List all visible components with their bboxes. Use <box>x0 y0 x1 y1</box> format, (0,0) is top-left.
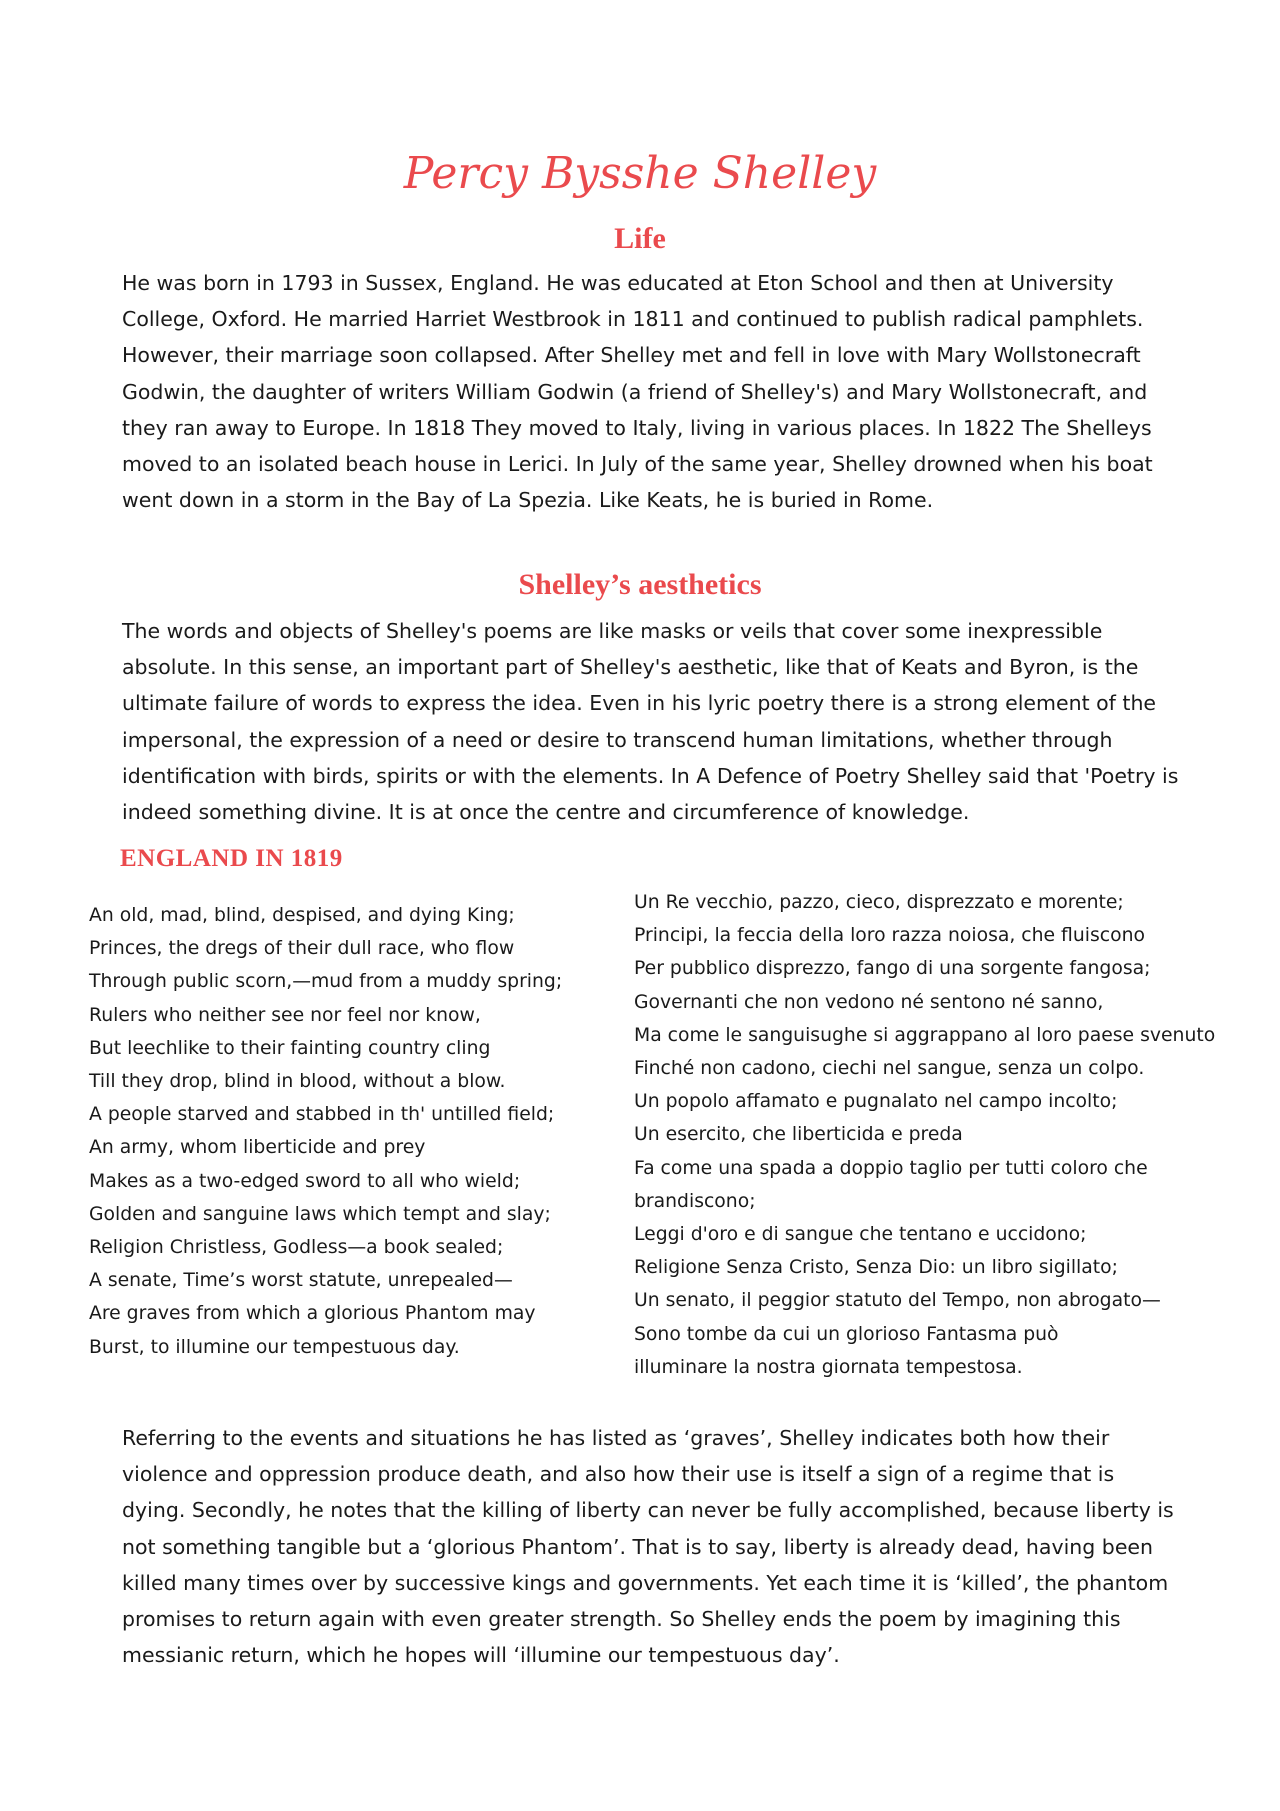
poem-line: A senate, Time’s worst statute, unrepealed— <box>89 1270 513 1292</box>
translation-line: Ma come le sanguisughe si aggrappano al loro paese svenuto <box>634 1024 1216 1046</box>
poem-line: An old, mad, blind, despised, and dying King; <box>89 905 515 926</box>
translation-line: Sono tombe da cui un glorioso Fantasma può <box>634 1323 1059 1345</box>
poem-line: Are graves from which a glorious Phantom may <box>89 1303 536 1325</box>
aesthetics-paragraph: The words and objects of Shelley's poems are like masks or veils that cover some inexpressible absolute. In this sense, an important part of Shelley's aesthetic, like that of Keats and Byron, is the ultimate failure of words to express the idea. Even in his lyric poetry there is a strong element of the impersonal, the expression of a need or desire to transcend human limitations, whether through identification with birds, spirits or with the elements. In A Defence of Poetry Shelley said that 'Poetry is indeed something divine. It is at once the centre and circumference of knowledge. <box>122 619 1179 825</box>
translation-line: Leggi d'oro e di sangue che tentano e uccidono; <box>634 1224 1087 1246</box>
translation-line: illuminare la nostra giornata tempestosa. <box>634 1356 1023 1378</box>
poem-italian-column <box>634 886 1234 1384</box>
poem-line: Princes, the dregs of their dull race, who flow <box>89 938 515 960</box>
poem-line: Till they drop, blind in blood, without a blow. <box>89 1071 506 1093</box>
section-heading-life: Life <box>614 222 666 255</box>
poem-heading: ENGLAND IN 1819 <box>120 845 343 872</box>
translation-line: Principi, la feccia della loro razza noiosa, che fluiscono <box>634 925 1146 947</box>
translation-line: brandiscono; <box>634 1190 756 1212</box>
poem-line: But leechlike to their fainting country cling <box>89 1037 491 1059</box>
poem-line: Religion Christless, Godless—a book sealed; <box>89 1237 504 1259</box>
poem-line: Golden and sanguine laws which tempt and slay; <box>89 1203 551 1225</box>
section-heading-aesthetics: Shelley’s aesthetics <box>518 568 762 601</box>
translation-line: Religione Senza Cristo, Senza Dio: un libro sigillato; <box>634 1257 1118 1279</box>
poem-line: An army, whom liberticide and prey <box>89 1137 426 1159</box>
poem-line: Through public scorn,—mud from a muddy spring; <box>89 971 563 993</box>
translation-line: Un esercito, che liberticida e preda <box>634 1124 963 1146</box>
translation-line: Finché non cadono, ciechi nel sangue, senza un colpo. <box>634 1058 1145 1080</box>
translation-line: Un senato, il peggior statuto del Tempo, non abrogato— <box>634 1290 1161 1312</box>
poem-line: Burst, to illumine our tempestuous day. <box>89 1336 460 1358</box>
translation-line: Governanti che non vedono né sentono né sanno, <box>634 991 1104 1013</box>
translation-line: Un popolo affamato e pugnalato nel campo incolto; <box>634 1091 1118 1113</box>
page-title: Percy Bysshe Shelley <box>403 148 877 199</box>
translation-line: Fa come una spada a doppio taglio per tutti coloro che <box>634 1157 1148 1179</box>
life-paragraph: He was born in 1793 in Sussex, England. He was educated at Eton School and then at University College, Oxford. He married Harriet Westbrook in 1811 and continued to publish radical pamphlets. However, their marriage soon collapsed. After Shelley met and fell in love with Mary Wollstonecraft Godwin, the daughter of writers William Godwin (a friend of Shelley's) and Mary Wollstonecraft, and they ran away to Europe. In 1818 They moved to Italy, living in various places. In 1822 The Shelleys moved to an isolated beach house in Lerici. In July of the same year, Shelley drowned when his boat went down in a storm in the Bay of La Spezia. Like Keats, he is buried in Rome. <box>122 271 1153 513</box>
translation-line: Un Re vecchio, pazzo, cieco, disprezzato e morente; <box>634 892 1124 913</box>
translation-line: Per pubblico disprezzo, fango di una sorgente fangosa; <box>634 958 1151 980</box>
poem-line: A people starved and stabbed in th' untilled field; <box>89 1104 555 1126</box>
poem-english-column <box>89 899 609 1364</box>
poem-line: Rulers who neither see nor feel nor know, <box>89 1004 481 1026</box>
commentary-paragraph: Referring to the events and situations he has listed as ‘graves’, Shelley indicates both how their violence and oppression produce death, and also how their use is itself a sign of a regime that is dying. Secondly, he notes that the killing of liberty can never be fully accomplished, because liberty is not something tangible but a ‘glorious Phantom’. That is to say, liberty is already dead, having been killed many times over by successive kings and governments. Yet each time it is ‘killed’, the phantom promises to return again with even greater strength. So Shelley ends the poem by imagining this messianic return, which he hopes will ‘illumine our tempestuous day’. <box>122 1426 1174 1668</box>
poem-line: Makes as a two-edged sword to all who wield; <box>89 1170 521 1192</box>
